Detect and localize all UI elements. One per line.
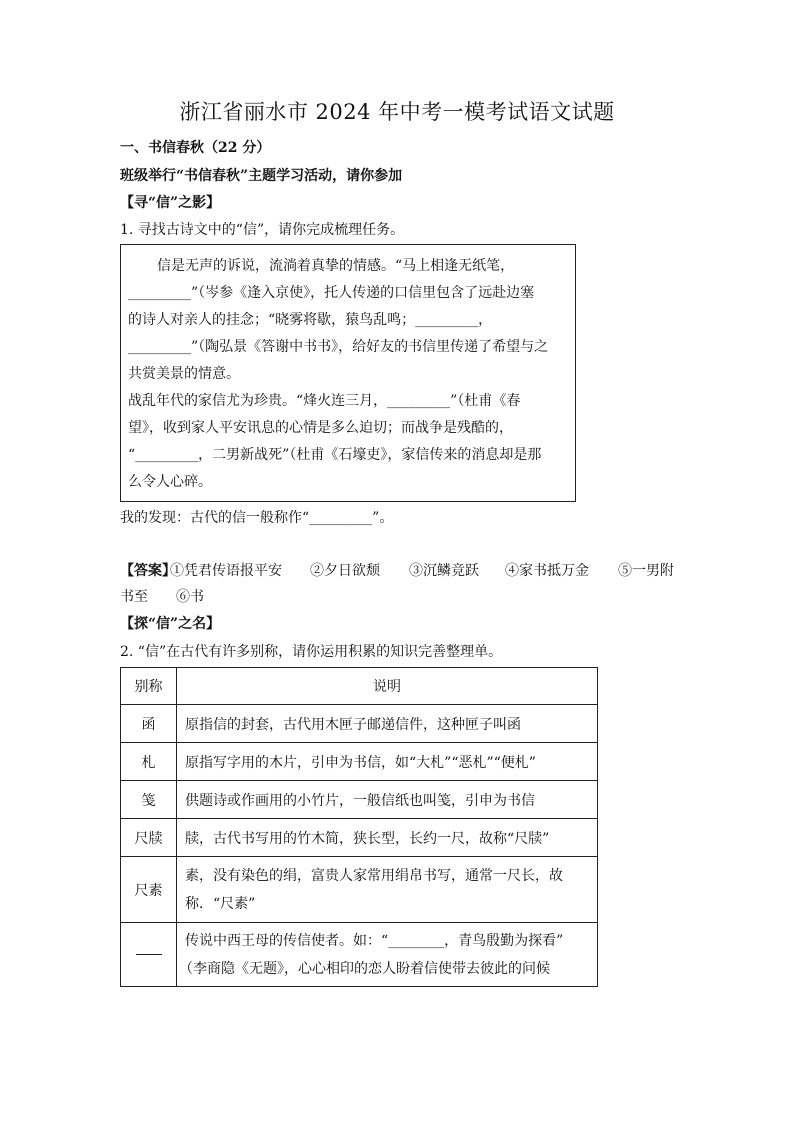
table-row [121,819,598,857]
question-1: 1. 寻找古诗文中的“信”，请你完成梳理任务。 [120,222,405,238]
letter-names-table [120,667,598,987]
part1-heading: 【寻“信”之影】 [120,195,221,211]
answer-item: ②夕日欲颓 [310,563,380,579]
page-title: 浙江省丽水市 2024 年中考一模考试语文试题 [179,100,615,124]
box-line: 信是无声的诉说，流淌着真挚的情感。“马上相逢无纸笔， [157,258,515,274]
description-line: 素，没有染色的绢，富贵人家常用绢帛书写，通常一尺长，故 [185,867,563,884]
alias-blank-cell [121,923,177,987]
description-cell: 供题诗或作画用的小竹片，一般信纸也叫笺，引申为书信 [177,781,598,819]
answer-blank-line [136,954,162,955]
alias-cell: 尺素 [121,857,177,923]
box-line: _________”（陶弘景《答谢中书书》，给好友的书信里传递了希望与之 [128,339,549,355]
part2-heading: 【探“信”之名】 [120,616,221,632]
discovery-line: 我的发现：古代的信一般称作“_________”。 [120,510,394,526]
description-cell: 牍，古代书写用的竹木简，狭长型，长约一尺，故称“尺牍” [177,819,598,857]
answer-label: 【答案】 [120,563,176,579]
table-row [121,705,598,743]
alias-cell: 笺 [121,781,177,819]
description-cell [177,923,598,987]
box-line: 么令人心碎。 [128,474,212,490]
header-alias: 别称 [121,668,177,705]
alias-cell: 尺牍 [121,819,177,857]
box-line: _________”（岑参《逢入京使》，托人传递的口信里包含了远赴边塞 [128,285,535,301]
box-line: 的诗人对亲人的挂念；“晓雾将歇，猿鸟乱鸣；_________， [128,312,493,328]
table-row [121,743,598,781]
answer-item: ①凭君传语报平安 [170,563,282,579]
section-heading: 一、书信春秋（22 分） [120,140,271,156]
answer-item: ③沉鳞竞跃 [409,563,479,579]
answer-item: ⑤一男附 [618,563,674,579]
activity-intro: 班级举行“书信春秋”主题学习活动，请你参加 [120,168,403,184]
description-cell: 原指写字用的木片，引申为书信，如“大札”“恶札”“便札” [177,743,598,781]
table-header-row [121,668,598,705]
table-row [121,781,598,819]
alias-cell: 札 [121,743,177,781]
description-cell: 原指信的封套，古代用木匣子邮递信件，这种匣子叫函 [177,705,598,743]
table-row [121,923,598,987]
table-row [121,857,598,923]
box-line: 战乱年代的家信尤为珍贵。“烽火连三月，_________”（杜甫《春 [128,393,521,409]
description-cell [177,857,598,923]
answer-item: ④家书抵万金 [505,563,589,579]
header-description: 说明 [177,668,598,705]
box-line: “_________，二男新战死”（杜甫《石壕吏》，家信传来的消息却是那 [128,447,542,463]
answer-item: 书至 [120,589,148,605]
alias-cell: 函 [121,705,177,743]
answer-item: ⑥书 [176,589,204,605]
description-line: （李商隐《无题》，心心相印的恋人盼着信使带去彼此的问候 [179,960,550,977]
poetry-text-box [120,244,576,502]
description-line: 传说中西王母的传信使者。如：“________，青鸟殷勤为探看” [185,932,564,949]
box-line: 望》，收到家人平安讯息的心情是多么迫切；而战争是残酷的， [128,420,513,436]
box-line: 共赏美景的情意。 [128,366,240,382]
question-2: 2. “信”在古代有许多别称，请你运用积累的知识完善整理单。 [120,644,503,660]
description-line: 称．“尺素” [185,895,256,912]
